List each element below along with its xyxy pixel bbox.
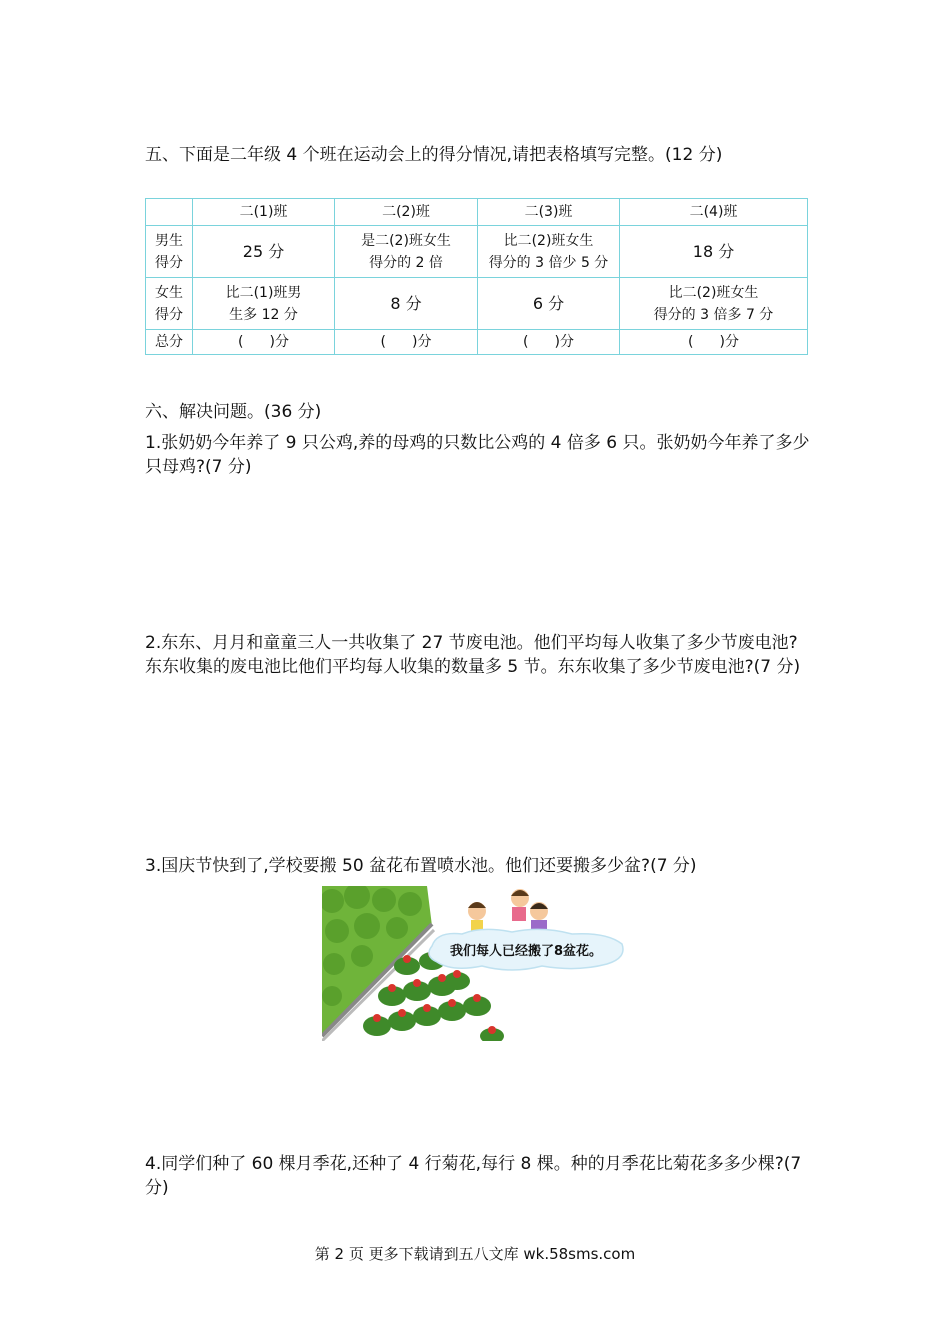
answer-blank[interactable]: ( )分 [335,330,478,355]
question-4: 4.同学们种了 60 棵月季花,还种了 4 行菊花,每行 8 棵。种的月季花比菊花多多少棵?(7 分) [145,1154,802,1198]
question-2: 2.东东、月月和童童三人一共收集了 27 节废电池。他们平均每人收集了多少节废电池?东东收集的废电池比他们平均每人收集的数量多 5 节。东东收集了多少节废电池?(7 分) [145,633,801,677]
flower-illustration [322,886,627,1041]
page-footer: 第 2 页 更多下载请到五八文库 wk.58sms.com [314,1245,636,1263]
table-row-total [146,330,808,355]
score-table [145,198,808,355]
table-row-boys [146,226,808,278]
table-cell: 比二(2)班女生 得分的 3 倍少 5 分 [478,226,620,278]
question-3: 3.国庆节快到了,学校要搬 50 盆花布置喷水池。他们还要搬多少盆?(7 分) [145,856,697,876]
speech-text: 我们每人已经搬了8盆花。 [449,944,603,959]
answer-blank[interactable]: ( )分 [193,330,335,355]
row-label: 总分 [146,330,193,355]
table-cell: 18 分 [620,226,808,278]
table-row-girls [146,278,808,330]
table-header: 二(3)班 [478,199,620,226]
row-label: 女生 得分 [146,278,193,330]
answer-blank[interactable]: ( )分 [620,330,808,355]
question-1: 1.张奶奶今年养了 9 只公鸡,养的母鸡的只数比公鸡的 4 倍多 6 只。张奶奶今年养了多少只母鸡?(7 分) [145,433,810,477]
table-cell: 6 分 [478,278,620,330]
table-cell: 是二(2)班女生 得分的 2 倍 [335,226,478,278]
table-header: 二(2)班 [335,199,478,226]
section6-title: 六、解决问题。(36 分) [145,402,322,422]
table-cell: 25 分 [193,226,335,278]
table-header-row [146,199,808,226]
section5-title: 五、下面是二年级 4 个班在运动会上的得分情况,请把表格填写完整。(12 分) [145,145,723,165]
table-cell: 比二(2)班女生 得分的 3 倍多 7 分 [620,278,808,330]
table-header: 二(1)班 [193,199,335,226]
row-label: 男生 得分 [146,226,193,278]
speech-cloud [429,929,623,970]
answer-blank[interactable]: ( )分 [478,330,620,355]
table-cell: 8 分 [335,278,478,330]
table-corner-cell [146,199,193,226]
table-header: 二(4)班 [620,199,808,226]
table-cell: 比二(1)班男 生多 12 分 [193,278,335,330]
